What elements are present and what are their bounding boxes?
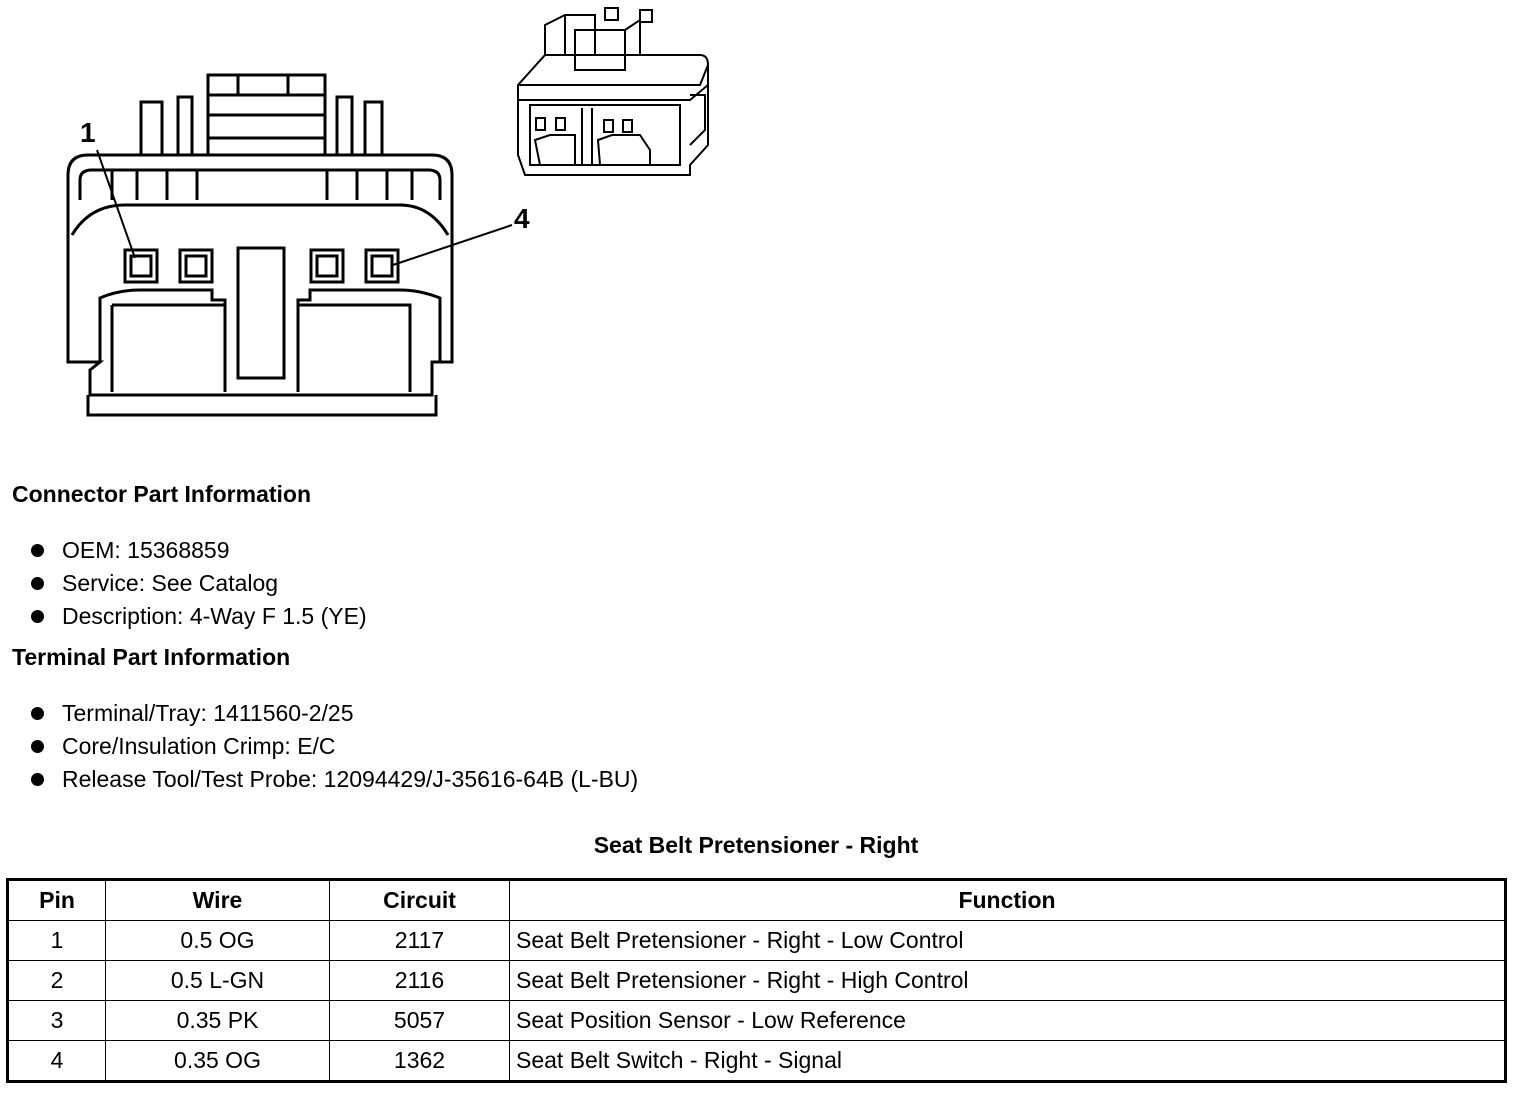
terminal-info-heading: Terminal Part Information: [12, 644, 291, 670]
connector-service: Service: See Catalog: [62, 570, 279, 596]
cell-pin: 4: [8, 1041, 106, 1082]
list-item: [28, 697, 638, 730]
column-header-circuit: Circuit: [330, 880, 510, 921]
connector-isometric-view: [518, 8, 708, 175]
cell-wire: 0.35 OG: [106, 1041, 330, 1082]
list-item: [28, 763, 638, 796]
terminal-release-tool: Release Tool/Test Probe: 12094429/J-35616-64B (L-BU): [62, 766, 639, 792]
callout-label-1: 1: [80, 117, 96, 148]
column-header-wire: Wire: [106, 880, 330, 921]
table-header-row: [8, 880, 1506, 921]
bullet-icon: [31, 707, 44, 720]
cell-wire: 0.5 L-GN: [106, 961, 330, 1001]
list-item: [28, 567, 367, 600]
bullet-icon: [31, 773, 44, 786]
table-title: Seat Belt Pretensioner - Right: [593, 832, 919, 858]
callout-label-4: 4: [514, 203, 530, 234]
terminal-crimp: Core/Insulation Crimp: E/C: [62, 733, 336, 759]
bullet-icon: [31, 544, 44, 557]
cell-function: Seat Belt Pretensioner - Right - High Control: [510, 961, 1506, 1001]
cell-circuit: 2116: [330, 961, 510, 1001]
terminal-tray: Terminal/Tray: 1411560-2/25: [62, 700, 354, 726]
bullet-icon: [31, 740, 44, 753]
column-header-pin: Pin: [8, 880, 106, 921]
list-item: [28, 730, 638, 763]
cell-wire: 0.35 PK: [106, 1001, 330, 1041]
connector-description: Description: 4-Way F 1.5 (YE): [62, 603, 367, 629]
cell-pin: 3: [8, 1001, 106, 1041]
pinout-table: [6, 878, 1507, 1083]
table-row: [8, 921, 1506, 961]
terminal-info-list: [28, 697, 638, 796]
bullet-icon: [31, 577, 44, 590]
cell-circuit: 5057: [330, 1001, 510, 1041]
table-row: [8, 1041, 1506, 1082]
cell-function: Seat Belt Switch - Right - Signal: [510, 1041, 1506, 1082]
cell-wire: 0.5 OG: [106, 921, 330, 961]
cell-function: Seat Belt Pretensioner - Right - Low Control: [510, 921, 1506, 961]
list-item: [28, 534, 367, 567]
connector-info-heading: Connector Part Information: [12, 481, 312, 507]
connector-info-list: [28, 534, 367, 633]
cell-pin: 1: [8, 921, 106, 961]
connector-oem: OEM: 15368859: [62, 537, 230, 563]
cell-pin: 2: [8, 961, 106, 1001]
cell-circuit: 2117: [330, 921, 510, 961]
table-row: [8, 961, 1506, 1001]
cell-circuit: 1362: [330, 1041, 510, 1082]
column-header-function: Function: [510, 880, 1506, 921]
list-item: [28, 600, 367, 633]
connector-front-view: [68, 75, 512, 415]
bullet-icon: [31, 610, 44, 623]
table-row: [8, 1001, 1506, 1041]
cell-function: Seat Position Sensor - Low Reference: [510, 1001, 1506, 1041]
connector-diagram: [0, 0, 760, 440]
